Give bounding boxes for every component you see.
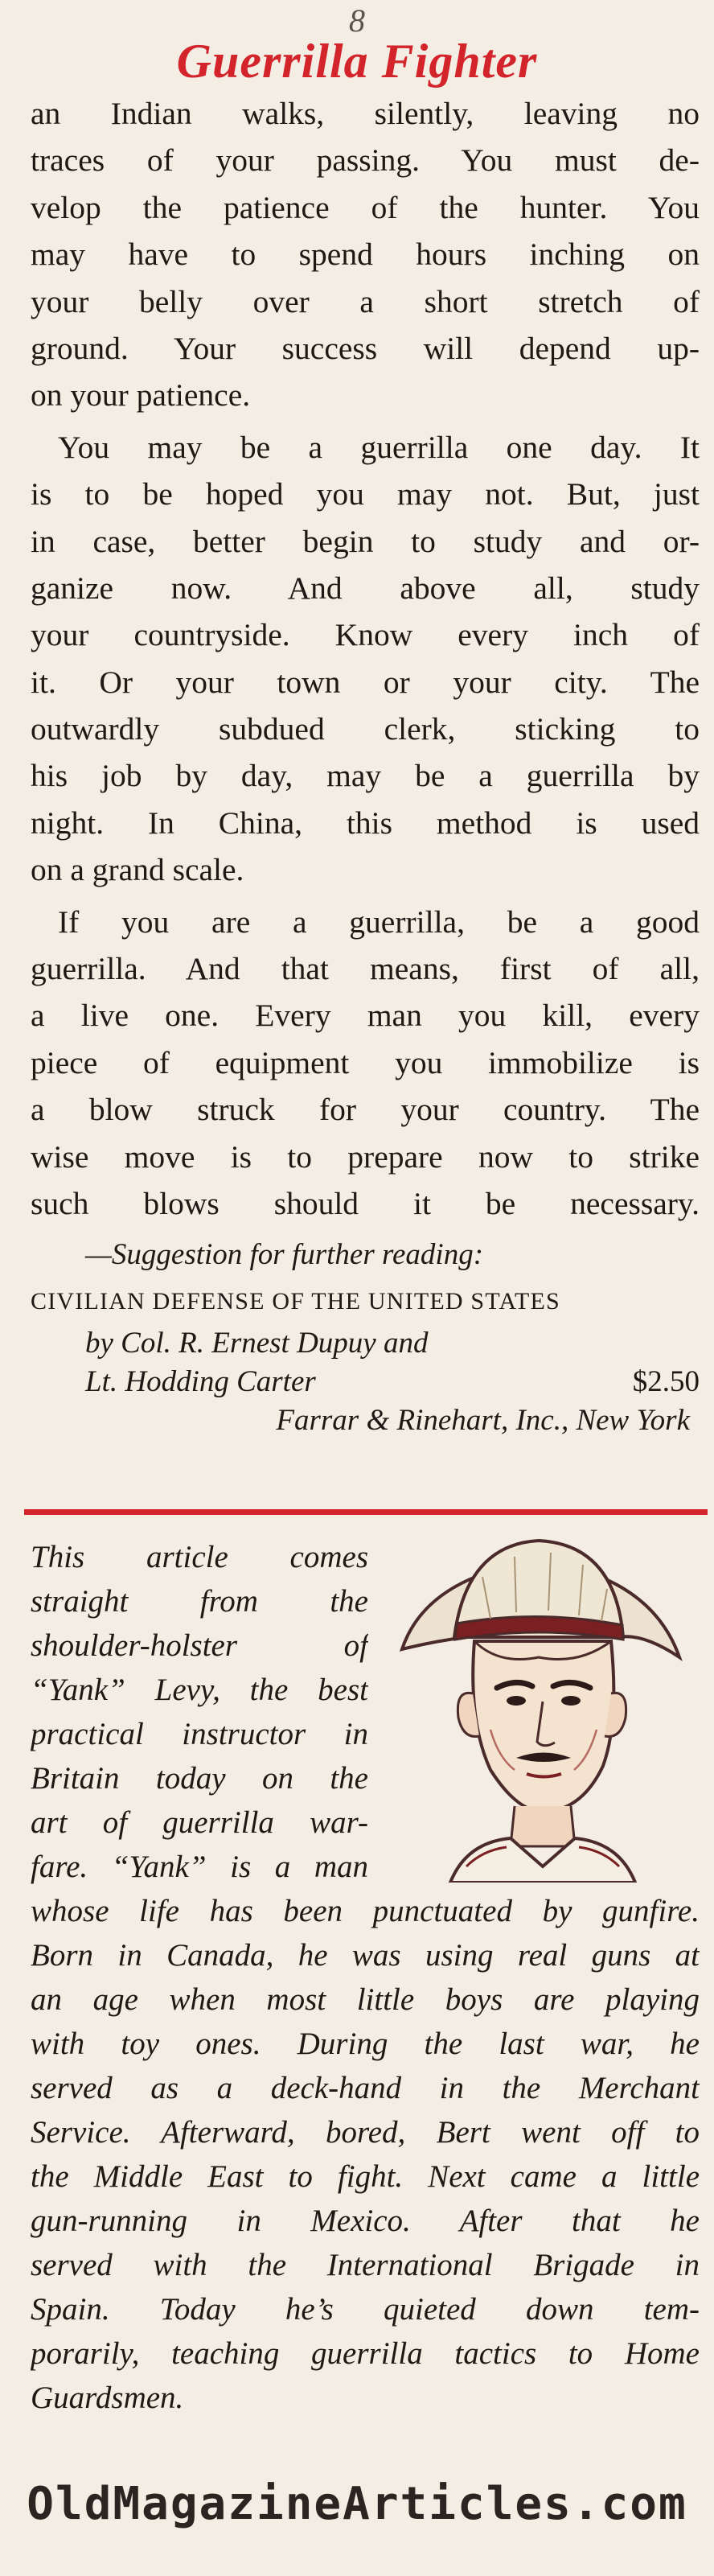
article-line: ground. Your success will depend up- <box>31 330 700 366</box>
book-title: CIVILIAN DEFENSE OF THE UNITED STATES <box>31 1288 560 1315</box>
article-line: wise move is to prepare now to strike <box>31 1138 700 1175</box>
bio-line: Service. Afterward, bored, Bert went off to <box>31 2115 700 2150</box>
bio-line: Britain today on the <box>31 1761 368 1796</box>
bio-line: with toy ones. During the last war, he <box>31 2027 700 2061</box>
further-reading <box>31 1231 700 1440</box>
article-line: his job by day, may be a guerrilla by <box>31 758 700 794</box>
bio-line: gun-running in Mexico. After that he <box>31 2204 700 2238</box>
article-line: on a grand scale. <box>31 852 244 888</box>
article-line: You may be a guerrilla one day. It <box>58 429 700 465</box>
article-line: may have to spend hours inching on <box>31 237 700 273</box>
book-publisher: Farrar & Rinehart, Inc., New York <box>276 1404 690 1437</box>
further-reading-heading: —Suggestion for further reading: <box>85 1238 484 1271</box>
article-line: on your patience. <box>31 377 251 414</box>
author-bio <box>31 1535 700 2420</box>
article-line: your countryside. Know every inch of <box>31 617 700 653</box>
article-body <box>31 90 700 1227</box>
article-line: such blows should it be necessary. <box>31 1185 700 1221</box>
article-line: outwardly subdued clerk, sticking to <box>31 711 700 747</box>
bio-line: an age when most little boys are playing <box>31 1982 700 2017</box>
bio-line: Guardsmen. <box>31 2381 184 2415</box>
bio-line: Born in Canada, he was using real guns at <box>31 1938 700 1973</box>
book-author-2: Lt. Hodding Carter <box>85 1365 316 1398</box>
bio-line: “Yank” Levy, the best <box>31 1673 368 1707</box>
article-line: traces of your passing. You must de- <box>31 142 700 179</box>
article-line: ganize now. And above all, study <box>31 570 700 606</box>
article-line: a live one. Every man you kill, every <box>31 998 700 1034</box>
bio-line: whose life has been punctuated by gunfire. <box>31 1894 700 1928</box>
bio-line: the Middle East to fight. Next came a little <box>31 2159 700 2194</box>
site-watermark: OldMagazineArticles.com <box>27 2478 687 2530</box>
page-number: 8 <box>349 2 365 39</box>
book-price: $2.50 <box>632 1365 700 1398</box>
article-line: an Indian walks, silently, leaving no <box>31 96 700 131</box>
article-line: piece of equipment you immobilize is <box>31 1044 700 1080</box>
bio-line: practical instructor in <box>31 1717 368 1751</box>
article-title: Guerrilla Fighter <box>176 35 538 88</box>
article-line: your belly over a short stretch of <box>31 283 700 319</box>
bio-line: fare. “Yank” is a man <box>31 1850 368 1884</box>
article-line: a blow struck for your country. The <box>31 1092 700 1128</box>
book-authors: by Col. R. Ernest Dupuy and <box>85 1327 429 1360</box>
article-line: guerrilla. And that means, first of all, <box>31 951 700 987</box>
bio-line: served as a deck-hand in the Merchant <box>31 2071 700 2105</box>
article-line: velop the patience of the hunter. You <box>31 189 700 225</box>
bio-line: art of guerrilla war- <box>31 1805 368 1840</box>
bio-line: served with the International Brigade in <box>31 2248 700 2282</box>
bio-line: porarily, teaching guerrilla tactics to Home <box>31 2336 700 2371</box>
article-line: it. Or your town or your city. The <box>31 664 700 700</box>
bio-line: shoulder-holster of <box>31 1628 368 1663</box>
bio-line: Spain. Today he’s quieted down tem- <box>31 2292 700 2327</box>
article-line: is to be hoped you may not. But, just <box>31 476 700 512</box>
bio-line: straight from the <box>31 1584 368 1619</box>
article-line: in case, better begin to study and or- <box>31 523 700 559</box>
article-line: If you are a guerrilla, be a good <box>58 903 700 940</box>
red-divider-rule <box>24 1509 708 1515</box>
article-line: night. In China, this method is used <box>31 804 700 841</box>
bio-line: This article comes <box>31 1540 368 1574</box>
book-authors-price <box>31 1363 700 1401</box>
